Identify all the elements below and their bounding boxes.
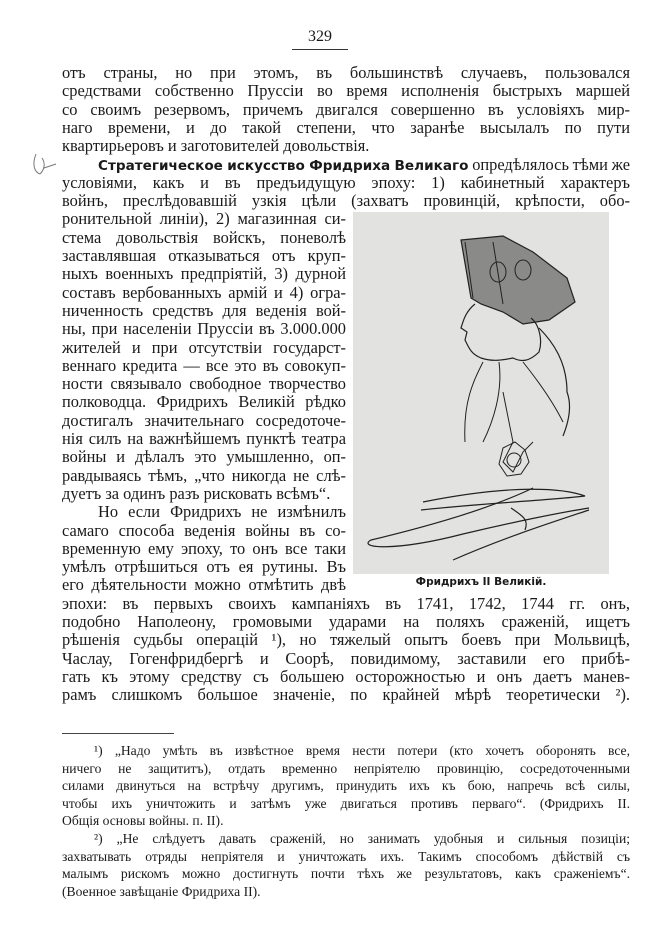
line-text: временную ему эпоху, то онъ все таки [62,538,346,558]
text-line [62,631,630,649]
line-text: равдываясь тѣмъ, „что никогда не слѣ- [62,465,346,485]
line-text: стема довольствія войскъ, поневолѣ [62,227,346,247]
figure-caption: Фридрихъ II Великій. [415,576,547,588]
line-text: дуетъ за одинъ разъ рисковать всѣмъ“. [62,483,331,503]
line-text: рамъ слишкомъ большое значеніе, по крайней мѣрѣ теоретически ²). [62,685,630,705]
page-number: 329 [308,28,332,45]
text-line [62,485,346,503]
text-line [62,668,630,686]
text-line [62,686,630,704]
footnote-line: малымъ рискомъ можно достигнуть почти тѣхъ же результатовъ, какъ сраженіемъ“. [62,866,630,882]
text-line [62,284,346,302]
footnote-line: силами двинуться на встрѣчу другимъ, принудить ихъ къ бою, напречь всѣ силы, [62,778,630,794]
text-line [62,412,346,430]
text-line [62,595,630,613]
text-line [62,265,346,283]
line-text: рѣшенія судьбы операцій ¹), но тяжелый опытъ боевъ при Мольвицѣ, [62,630,630,650]
page-number-rule [292,49,348,50]
line-text: ны, при населеніи Пруссіи въ 3.000.000 [62,319,346,339]
line-text: достигалъ значительнаго сосредоточе- [62,410,346,430]
text-line [62,101,630,119]
footnote-separator [62,733,174,734]
line-text: ронительной линіи), 2) магазинная си- [62,209,346,229]
text-line [62,357,346,375]
pencil-margin-mark [30,150,60,180]
line-text: квартирьеровъ и заготовителей довольствія. [62,136,370,156]
text-line [62,522,346,540]
text-line [62,320,346,338]
line-text: наго времени, и до такой степени, что заранѣе высылалъ по пути [62,117,630,137]
text-line [62,302,346,320]
text-line [62,174,630,192]
line-text: жителей и при отсутствіи государст- [62,337,346,357]
portrait-drawing [353,212,609,574]
footnote-line: чтобы ихъ уничтожить и затѣмъ уже двигаться противъ перваго“. (Фридрихъ II. [62,795,630,811]
text-line [62,430,346,448]
line-text: отъ страны, но при этомъ, въ большинствѣ случаевъ, пользовался [62,63,630,82]
line-text: ности связывало свободное творчество [62,374,346,394]
line-text: полководца. Фридрихъ Великій рѣдко [62,392,346,412]
footnote-line: ничего не защититъ), отдать временно непріятелю провинцію, сосредоточенными [62,760,630,776]
text-line [62,82,630,100]
text-line [62,576,346,594]
text-line [62,192,630,210]
text-line [62,467,346,485]
text-line [62,339,346,357]
text-line [98,156,630,175]
text-line [62,613,630,631]
footnote-line: ¹) „Надо умѣть въ извѣстное время нести потери (кто хочетъ оборонять все, [94,743,630,758]
portrait-figure [353,212,609,574]
line-text: войны и дѣлалъ это умышленно, оп- [62,447,346,467]
footnote-line: (Военное завѣщаніе Фридриха II). [62,883,261,899]
text-line [62,558,346,576]
text-line [62,229,346,247]
line-text: ниченность средствъ для веденія вой- [62,300,346,320]
line-text: подобно Наполеону, громовыми ударами на поляхъ сраженій, ищетъ [62,612,630,631]
line-text: составъ вербованныхъ армій и 4) огра- [62,282,346,302]
line-text: Но если Фридрихъ не измѣнилъ [98,502,346,522]
text-line [98,503,346,521]
text-line [62,210,346,228]
text-line [62,393,346,411]
footnote-line: Общія основы войны. п. II). [62,813,224,829]
line-text: заставлявшая отказываться отъ круп- [62,246,346,265]
line-text: войнъ, преслѣдовавшій узкія цѣли (захватъ провинцій, крѣпости, обо- [62,191,630,211]
line-text: его дѣятельности можно отмѣтить двѣ [62,575,346,595]
text-line [62,119,630,137]
footnote-line: ²) „Не слѣдуетъ давать сраженій, но занимать удобныя и сильныя позиціи; [94,831,630,846]
line-text: умѣлъ отрѣшиться отъ ея рутины. Въ [62,557,346,577]
text-line [62,540,346,558]
line-text: нія силъ на важнѣйшемъ пунктѣ театра [62,429,346,448]
footnote-line: захватывать отряды непріятеля и уничтожать ихъ. Такимъ способомъ дѣйствій съ [62,848,630,864]
line-text: гать къ этому средству съ большею осторожностью и онъ даетъ манев- [62,666,630,686]
line-text: со своимъ резервомъ, причемъ двигался совершенно въ условіяхъ мир- [62,99,630,119]
line-text: условіями, какъ и въ предъидущую эпоху: 1) кабинетный характеръ [62,172,630,192]
text-line [62,247,346,265]
line-text: веннаго кредита — все это въ совокуп- [62,355,346,375]
line-text: опредѣлялось тѣми же [468,154,631,174]
line-text: средствами собственно Пруссіи во время исполненія быстрыхъ маршей [62,81,630,101]
line-text: эпохи: въ первыхъ своихъ кампаніяхъ въ 1741, 1742, 1744 гг. онъ, [62,593,630,613]
text-line [62,64,630,82]
section-heading: Стратегическое искусство Фридриха Великаго [98,157,469,174]
text-line [62,650,630,668]
line-text: Часлау, Гогенфридбергѣ и Соорѣ, повидимому, заставили его прибѣ- [62,648,630,668]
text-line [62,375,346,393]
text-line [62,137,630,155]
line-text: ныхъ военныхъ предпріятій, 3) дурной [62,264,346,284]
line-text: самаго способа веденія войны въ со- [62,520,346,540]
text-line [62,448,346,466]
